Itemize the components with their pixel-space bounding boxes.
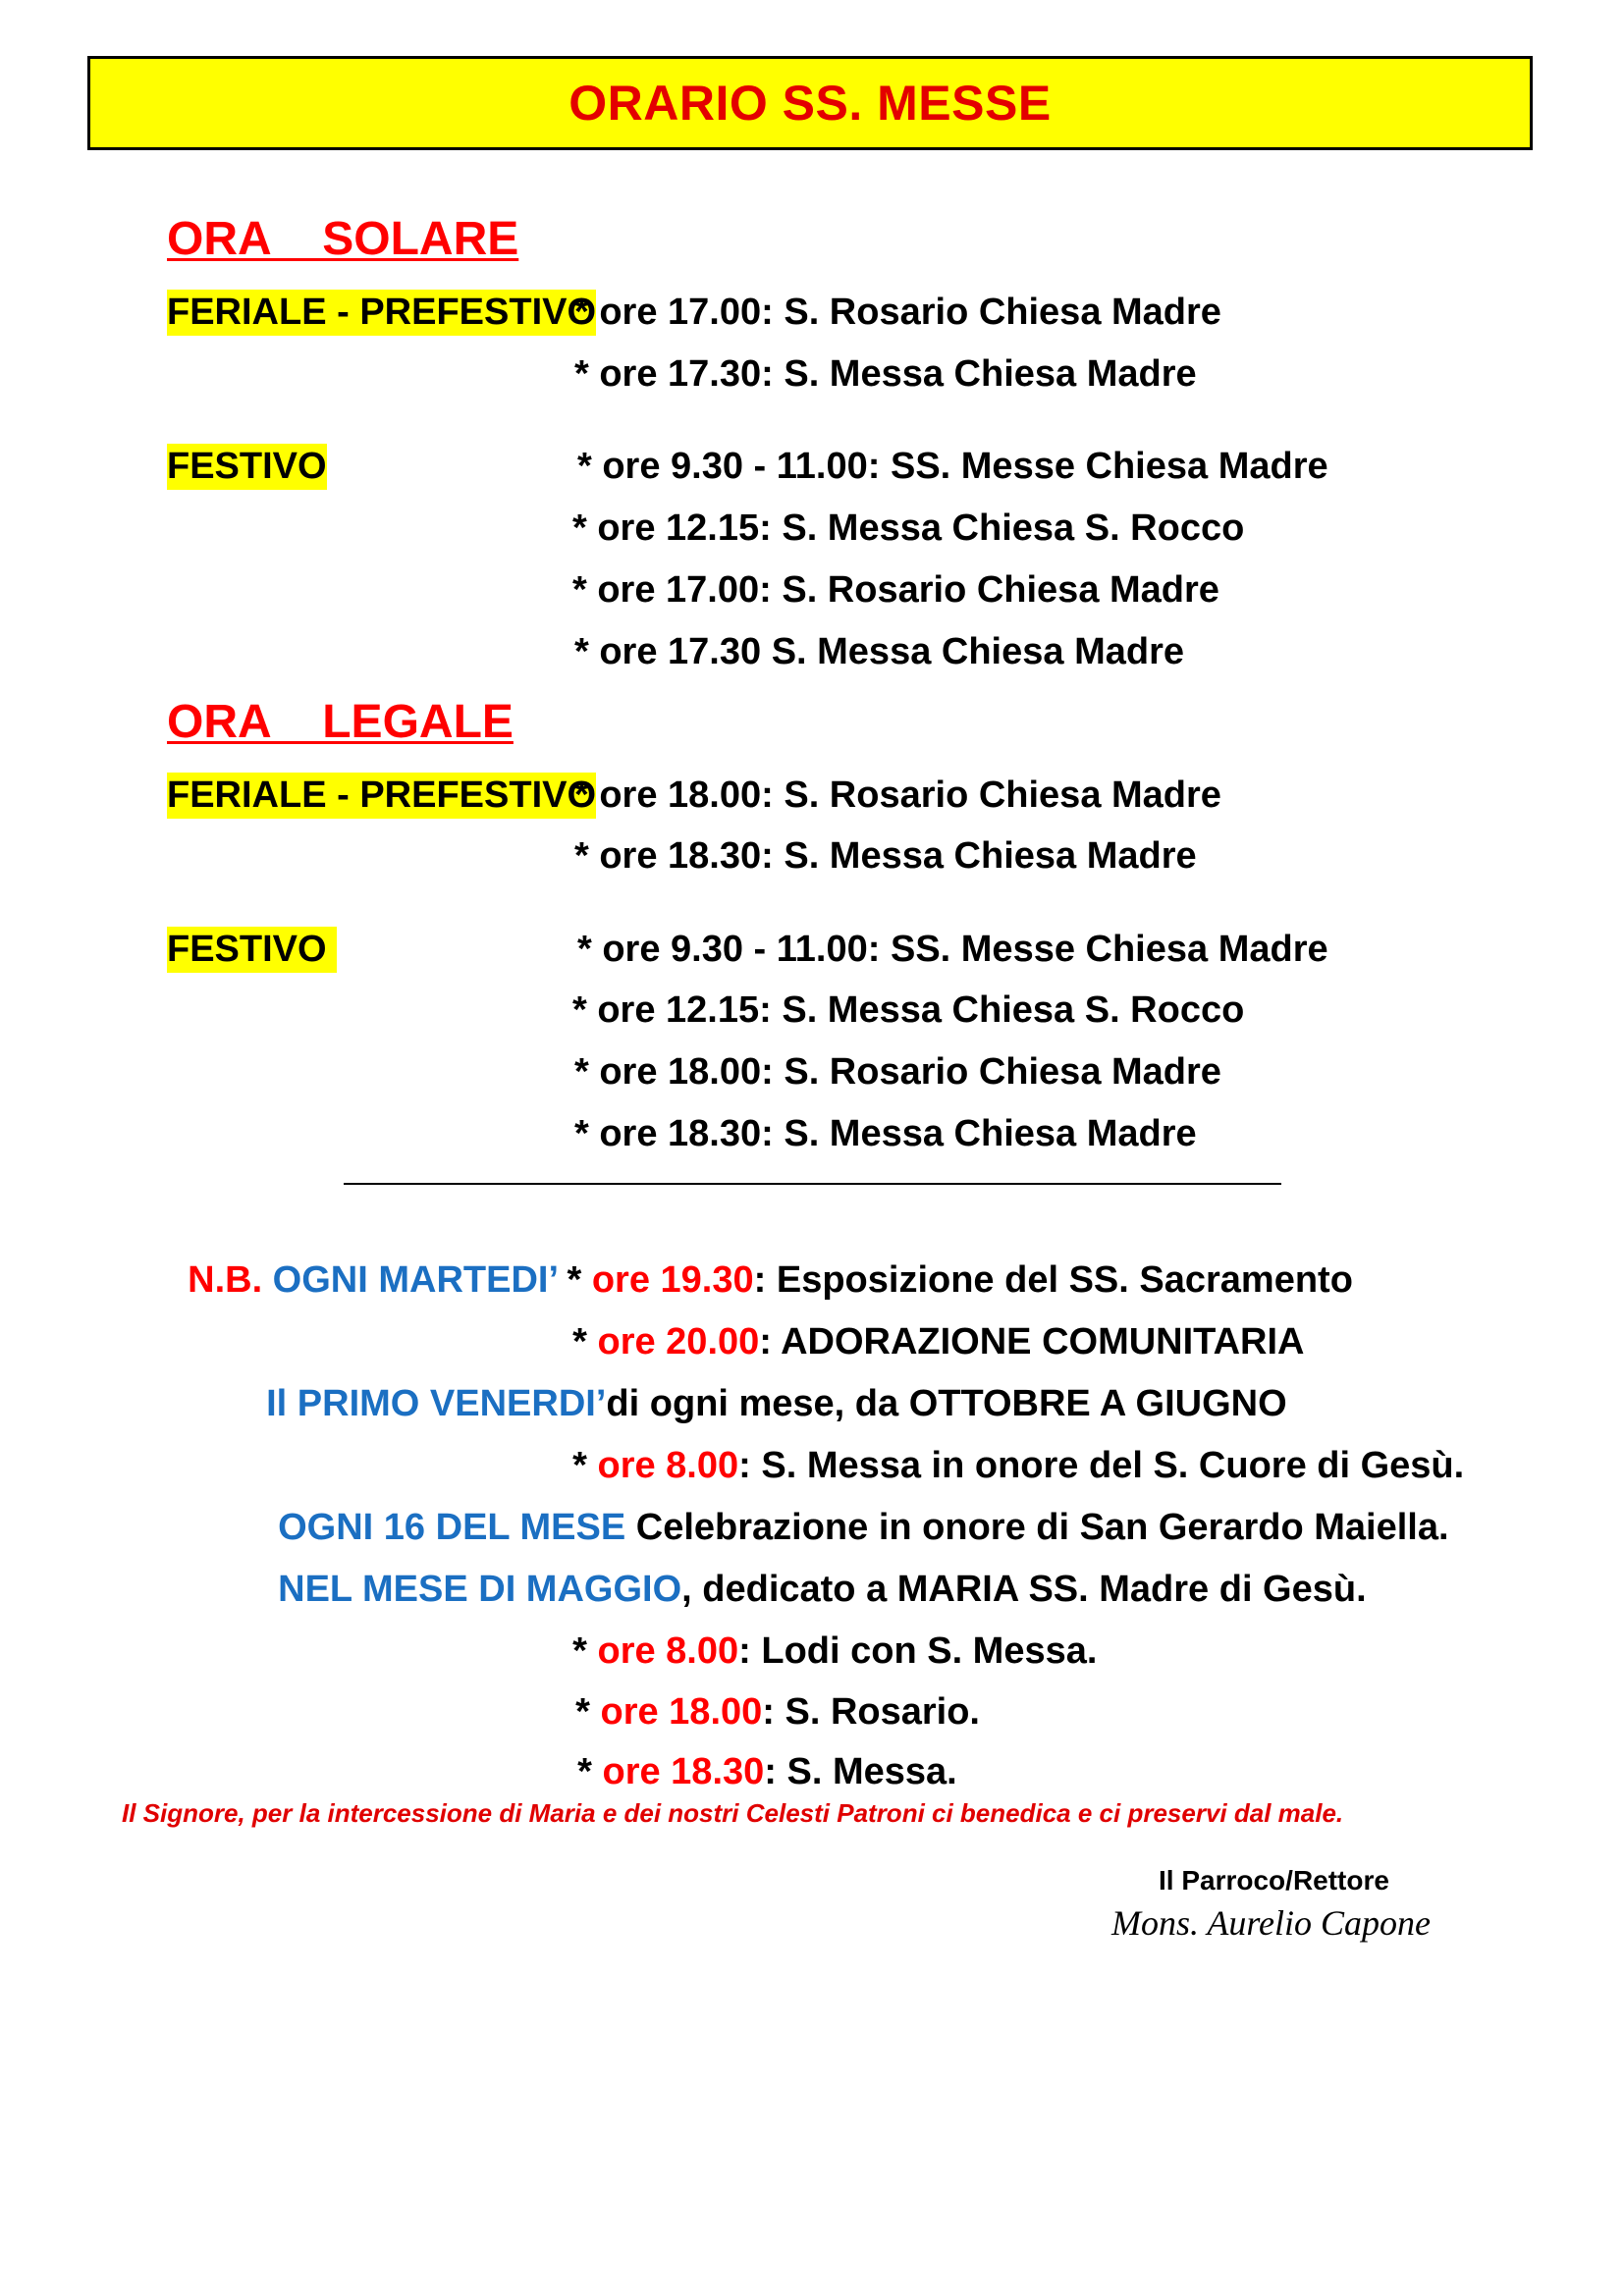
signature-role: Il Parroco/Rettore bbox=[1159, 1865, 1389, 1896]
bullet: * bbox=[577, 1751, 603, 1792]
ogni16-label: OGNI 16 DEL MESE bbox=[278, 1507, 626, 1548]
divider-line bbox=[344, 1183, 1281, 1185]
schedule-line: * ore 18.30: S. Messa Chiesa Madre bbox=[574, 835, 1197, 877]
bullet: * bbox=[572, 1445, 598, 1486]
bullet: * bbox=[575, 1691, 601, 1733]
note-text: : ADORAZIONE COMUNITARIA bbox=[759, 1321, 1305, 1362]
note-text: : Lodi con S. Messa. bbox=[738, 1630, 1098, 1672]
note-text: : Esposizione del SS. Sacramento bbox=[753, 1259, 1353, 1301]
bullet: * bbox=[572, 1630, 598, 1672]
page-title: ORARIO SS. MESSE bbox=[568, 76, 1052, 131]
time-label: ore 18.30 bbox=[602, 1751, 765, 1792]
schedule-line: * ore 12.15: S. Messa Chiesa S. Rocco bbox=[572, 989, 1245, 1031]
label-feriale-prefestivo-legale: FERIALE - PREFESTIVO bbox=[167, 773, 596, 819]
nb-day: OGNI MARTEDI’ bbox=[262, 1259, 557, 1301]
title-banner bbox=[87, 56, 1533, 150]
bullet: * bbox=[567, 1259, 592, 1301]
note-text: : S. Rosario. bbox=[762, 1691, 980, 1733]
time-label: ore 20.00 bbox=[597, 1321, 760, 1362]
schedule-line: * ore 9.30 - 11.00: SS. Messe Chiesa Madre bbox=[577, 446, 1328, 487]
schedule-line: * ore 17.00: S. Rosario Chiesa Madre bbox=[574, 292, 1221, 333]
note-text: : S. Messa. bbox=[764, 1751, 957, 1792]
schedule-line: * ore 18.00: S. Rosario Chiesa Madre bbox=[574, 774, 1221, 816]
maggio-label: NEL MESE DI MAGGIO bbox=[278, 1569, 682, 1610]
label-festivo-legale: FESTIVO bbox=[167, 927, 337, 973]
schedule-line: * ore 18.00: S. Rosario Chiesa Madre bbox=[574, 1051, 1221, 1093]
time-label: ore 8.00 bbox=[597, 1630, 739, 1672]
label-feriale-prefestivo-solare: FERIALE - PREFESTIVO bbox=[167, 290, 596, 336]
time-label: ore 18.00 bbox=[600, 1691, 763, 1733]
schedule-line: * ore 9.30 - 11.00: SS. Messe Chiesa Madre bbox=[577, 929, 1328, 970]
nb-prefix: N.B. bbox=[188, 1259, 263, 1301]
note-text: Celebrazione in onore di San Gerardo Maiella. bbox=[625, 1507, 1449, 1548]
schedule-line: * ore 17.30: S. Messa Chiesa Madre bbox=[574, 353, 1197, 395]
section-heading-legale: ORA LEGALE bbox=[167, 696, 514, 748]
schedule-line: * ore 18.30: S. Messa Chiesa Madre bbox=[574, 1113, 1197, 1154]
section-heading-solare: ORA SOLARE bbox=[167, 213, 519, 265]
schedule-line: * ore 17.00: S. Rosario Chiesa Madre bbox=[572, 569, 1219, 611]
signature-name: Mons. Aurelio Capone bbox=[1111, 1903, 1431, 1943]
note-text: , dedicato a MARIA SS. Madre di Gesù. bbox=[681, 1569, 1367, 1610]
note-text: di ogni mese, da OTTOBRE A GIUGNO bbox=[606, 1383, 1287, 1424]
venerdi-label: Il PRIMO VENERDI’ bbox=[266, 1383, 607, 1424]
note-text: : S. Messa in onore del S. Cuore di Gesù. bbox=[738, 1445, 1465, 1486]
closing-blessing: Il Signore, per la intercessione di Maria e dei nostri Celesti Patroni ci benedica e ci preservi dal male. bbox=[122, 1798, 1344, 1828]
schedule-line: * ore 17.30 S. Messa Chiesa Madre bbox=[574, 631, 1184, 672]
time-label: ore 19.30 bbox=[591, 1259, 754, 1301]
time-label: ore 8.00 bbox=[597, 1445, 739, 1486]
note-maggio-line-3 bbox=[557, 1709, 957, 1793]
label-festivo-solare: FESTIVO bbox=[167, 444, 327, 490]
bullet: * bbox=[572, 1321, 598, 1362]
schedule-line: * ore 12.15: S. Messa Chiesa S. Rocco bbox=[572, 507, 1245, 549]
